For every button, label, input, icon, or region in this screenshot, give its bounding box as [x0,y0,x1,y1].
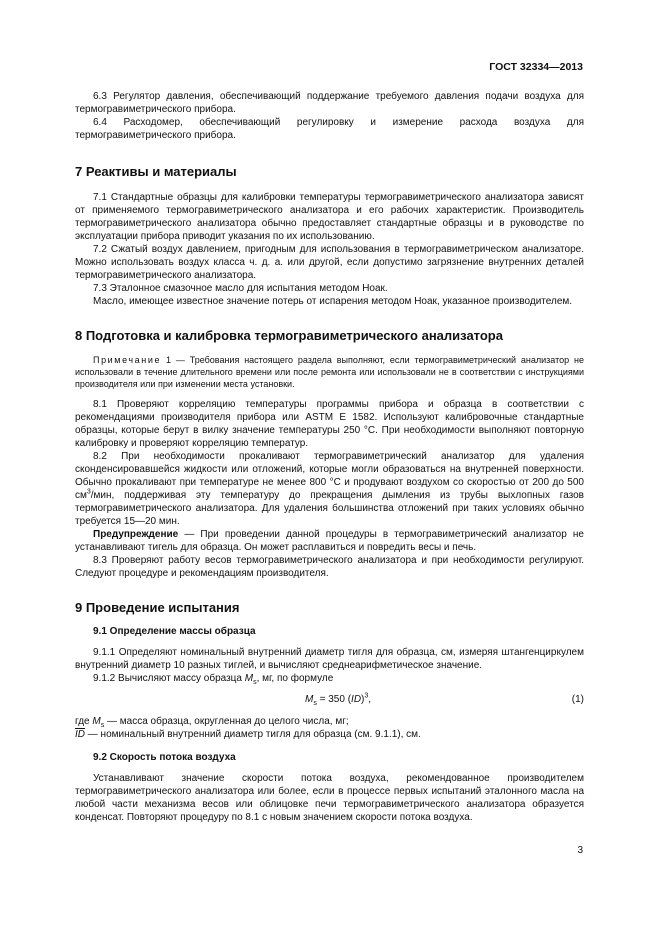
formula-comma: , [368,694,372,705]
section-8-heading: 8 Подготовка и калибровка термогравиметрического анализатора [75,328,503,343]
page-number: 3 [577,845,583,856]
clause-8-2-part-b: /мин, поддерживая эту температуру до прекращения дымления из трубы выхлопных газов термогравиметрического анализатора. Для удаления большинства отложений при таких условиях обычно требуется 15—20 мин. [75,490,584,527]
clause-7-1: 7.1 Стандартные образцы для калибровки температуры термогравиметрического анализатора зависят от применяемого термогравиметрического анализатора и его рабочих характеристик. Производитель термогравиметрического анализатора обычно предоставляет стандартные образцы и в руководстве по эксплуатации прибора приводит указания по их использованию. [75,192,584,242]
legend-ms [75,715,584,728]
legend-id [75,728,584,741]
legend-id-symbol [75,728,421,741]
formula-coefficient: = 350 ( [316,694,352,705]
clause-8-3: 8.3 Проверяют работу весов термогравиметрического анализатора и при необходимости регулируют. Следуют процедуре и рекомендациям производителя. [75,555,584,579]
formula-subscript: s [313,700,317,707]
mass-subscript: s [253,679,257,686]
clause-9-1-2-tail: , мг, по формуле [256,673,334,684]
section-9-heading: 9 Проведение испытания [75,600,240,615]
formula-lhs: M [305,694,314,705]
clause-6-3: 6.3 Регулятор давления, обеспечивающий поддержание требуемого давления подачи воздуха для термогравиметрического прибора. [75,91,584,115]
clause-8-2-part-a: 8.2 При необходимости прокаливают термогравиметрический анализатор для удаления сконденсировавшейся жидкости или отложений, которые могли образоваться на внутренней поверхности. Обычно прокаливают при температуре не менее 800 °С и продувают воздухом со скоростью от 200 до 500 см [75,451,584,501]
formula-1 [75,693,584,707]
document-header-id: ГОСТ 32334—2013 [489,61,583,73]
section-7-heading: 7 Реактивы и материалы [75,164,237,179]
clause-9-1-1: 9.1.1 Определяют номинальный внутренний диаметр тигля для образца, см, измеряя штангенциркулем внутренний диаметр 10 разных тиглей, и вычисляют среднеарифметическое значение. [75,647,584,671]
clause-7-2: 7.2 Сжатый воздух давлением, пригодным для использования в термогравиметрическом анализаторе. Можно использовать воздух класса ч. д. а. или другой, если допустимо загрязнение внутренних деталей термогравиметрического анализатора. [75,244,584,281]
clause-9-1-2 [75,672,584,685]
clause-8-1: 8.1 Проверяют корреляцию температуры программы прибора и образца в соответствии с рекомендациями производителя прибора или ASTM E 1582. Используют калибровочные стандартные образцы, которые берут в вилку значение температуры 250 °С. При необходимости выполняют повторную калибровку и проверяют корреляцию температур. [75,399,584,449]
cm3-superscript: 3 [86,488,91,496]
clause-9-1-2-text: 9.1.2 Вычисляют массу образца [93,673,245,684]
formula-id: ID [351,694,362,705]
clause-7-3-oil: Масло, имеющее известное значение потерь от испарения методом Ноак, указанное производителем. [93,296,573,307]
formula-exponent: 3 [364,692,369,700]
formula-paren: ) [361,694,365,705]
clause-7-3: 7.3 Эталонное смазочное масло для испытания методом Ноак. [93,283,388,294]
legend-ms-text: — масса образца, округленная до целого числа, мг; [104,716,349,727]
warning-label: Предупреждение [93,529,179,540]
legend-id-text: — номинальный внутренний диаметр тигля для образца (см. 9.1.1), см. [85,729,421,740]
legend-where: где [75,716,93,727]
warning-text: — При проведении данной процедуры в термогравиметрический анализатор не устанавливают тигель для образца. Он может расплавиться и повредить весы и печь. [75,529,584,553]
legend-ms-subscript: s [100,722,105,729]
note-text: 1 — Требования настоящего раздела выполняют, если термогравиметрический анализатор не использовали в течение длительного времени или после ремонта или использовали не в соответствии с инструкциями производителя или при изменении места установки. [75,355,584,389]
document-body [75,90,584,824]
note-1 [75,354,584,390]
subsection-9-1-heading: 9.1 Определение массы образца [93,626,256,637]
legend-ms-letter: M [92,716,101,727]
clause-9-2: Устанавливают значение скорости потока воздуха, рекомендованное производителем термогравиметрического анализатора или более, если в процессе первых испытаний эталонного масла на любой части механизма весов или облицовке печи термогравиметрического анализатора образуется конденсат. Повторяют процедуру по 8.1 с новым значением скорости потока воздуха. [75,773,584,823]
warning [75,528,584,554]
formula-expression [305,693,371,706]
formula-number: (1) [571,694,584,705]
legend-id-letter: $\overline{ID}$ [75,729,85,740]
mass-symbol: M [244,673,254,684]
legend-ms-symbol [75,715,349,728]
clause-6-4: 6.4 Расходомер, обеспечивающий регулировку и измерение расхода воздуха для термогравиметрического прибора. [75,117,584,141]
clause-8-2 [75,450,584,528]
note-label: Примечание [93,355,162,365]
subsection-9-2-heading: 9.2 Скорость потока воздуха [93,752,236,763]
